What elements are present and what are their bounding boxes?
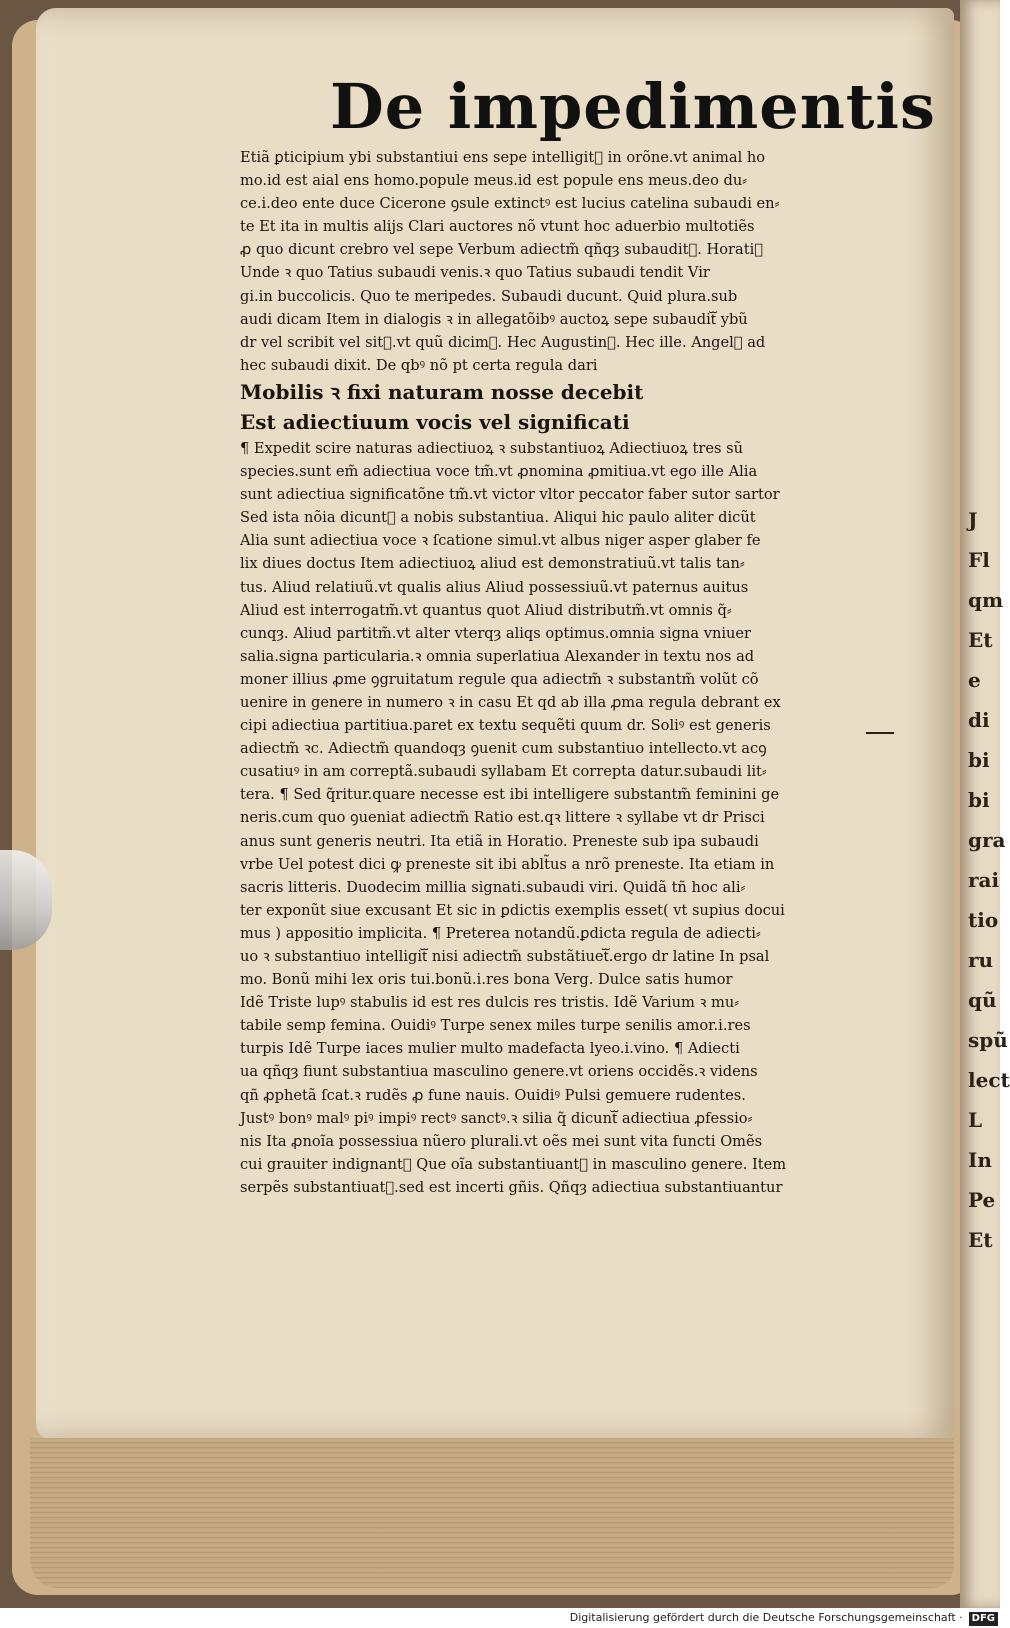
text-block (240, 146, 865, 1199)
text-line: tabile semp femina. Ouidiꝰ Turpe senex miles turpe senilis amor.i.res (240, 1017, 751, 1035)
text-line: mo.id est aial ens homo.popule meus.id est popule ens meus.deo du⸗ (240, 172, 748, 190)
paragraph-1 (240, 146, 865, 377)
text-line: Sed ista nõia dicuntᷓ a nobis substantiua. Aliqui hic paulo aliter dicũt (240, 509, 756, 527)
text-line: uenire in genere in numero ꝛ in casu Et qd ab illa ꝓma regula debrant ex (240, 693, 781, 711)
text-line: vrbe Uel potest dici ꝙ preneste sit ibi ablt̃us a nrõ preneste. Ita etiam in (240, 855, 775, 873)
footer-text: Digitalisierung gefördert durch die Deutsche Forschungsgemeinschaft · (569, 1611, 963, 1624)
facing-page-text: J Fl qm Et e di bi bi gra rai tio ru qũ spũ lect L In Pe Et (968, 508, 1010, 1252)
text-line: tera. ¶ Sed q̃ritur.quare necesse est ibi intelligere substantm̃ feminini ge (240, 786, 780, 804)
text-line: mo. Bonũ mihi lex oris tui.bonũ.i.res bona Verg. Dulce satis humor (240, 971, 733, 989)
text-line: audi dicam Item in dialogis ꝛ in allegatõibꝰ auctoꝝ sepe subauditᷓ ybũ (240, 310, 748, 328)
paragraph-2 (240, 437, 865, 1199)
text-line: Unde ꝛ quo Tatius subaudi venis.ꝛ quo Tatius subaudi tendit Vir (240, 264, 710, 282)
text-line: ¶ Expedit scire naturas adiectiuoꝝ ꝛ substantiuoꝝ Adiectiuoꝝ tres sũ (240, 439, 744, 457)
digitization-footer (0, 1608, 1000, 1628)
text-line: moner illius ꝓme ꝯgruitatum regule qua adiectm̃ ꝛ substantm̃ volũt cõ (240, 670, 759, 688)
text-line: salia.signa particularia.ꝛ omnia superlatiua Alexander in textu nos ad (240, 647, 755, 665)
text-line: Etiã ꝑticipium ybi substantiui ens sepe intelligitᷓ in orõne.vt animal ho (240, 149, 766, 166)
dfg-logo: DFG (969, 1612, 998, 1626)
margin-mark (866, 732, 894, 734)
text-line: ua qñqȝ fiunt substantiua masculino genere.vt oriens occidẽs.ꝛ videns (240, 1063, 758, 1081)
text-line: qñ ꝓphetã ſcat.ꝛ rudẽs ꝓ fune nauis. Ouidiꝰ Pulsi gemuere rudentes. (240, 1086, 746, 1104)
text-line: gi.in buccolicis. Quo te meripedes. Subaudi ducunt. Quid plura.sub (240, 287, 738, 305)
text-line: sacris litteris. Duodecim millia signati.subaudi viri. Quidã tñ hoc ali⸗ (240, 878, 746, 896)
text-line: ꝓ quo dicunt crebro vel sepe Verbum adiectm̃ qñqȝ subauditᷓ. Horatiꝰ (240, 241, 763, 259)
subheading: Est adiectiuum vocis vel significati (240, 409, 630, 434)
text-line: Aliud est interrogatm̃.vt quantus quot Aliud distributm̃.vt omnis q̃⸗ (240, 601, 732, 619)
text-line: lix diues doctus Item adiectiuoꝝ aliud est demonstratiuũ.vt talis tan⸗ (240, 555, 745, 573)
text-line: uo ꝛ substantiuo intelligitᷓ nisi adiectm̃ substãtiuetᷓ.ergo dr latine In psal (240, 948, 770, 965)
text-line: species.sunt em̃ adiectiua voce tm̃.vt ꝓnomina ꝓmitiua.vt ego ille Alia (240, 463, 758, 481)
text-line: turpis Idẽ Turpe iaces mulier multo madefacta lyeo.i.vino. ¶ Adiecti (240, 1040, 740, 1058)
text-line: Idẽ Triste lupꝰ stabulis id est res dulcis res tristis. Idẽ Varium ꝛ mu⸗ (240, 994, 740, 1012)
text-line: anus sunt generis neutri. Ita etiã in Horatio. Preneste sub ipa subaudi (240, 832, 759, 850)
text-line: te Et ita in multis alijs Clari auctores nõ vtunt hoc aduerbio multotiẽs (240, 218, 755, 236)
text-line: dr vel scribit vel sitᷓ.vt quũ dicimꝰ. Hec Augustinꝰ. Hec ille. Angelꝰ ad (240, 333, 766, 351)
text-line: adiectm̃ ꝛc. Adiectm̃ quandoqȝ ꝯuenit cum substantiuo intellecto.vt acꝯ (240, 740, 767, 758)
text-line: mus ) appositio implicita. ¶ Preterea notandũ.ꝑdicta regula de adiecti⸗ (240, 924, 761, 942)
text-line: cui grauiter indignantᷓ Que oĩa substantiuantᷓ in masculino genere. Item (240, 1155, 787, 1173)
text-line: cunqȝ. Aliud partitm̃.vt alter vterqȝ aliqs optimus.omnia signa vniuer (240, 624, 752, 642)
text-line: ce.i.deo ente duce Cicerone ꝯsule extinctꝰ est lucius catelina subaudi en⸗ (240, 195, 780, 213)
text-line: ter exponũt siue excusant Et sic in ꝑdictis exemplis esset( vt supius docui (240, 901, 785, 919)
text-line: cusatiuꝰ in am correptã.subaudi syllabam Et correpta datur.subaudi lit⸗ (240, 763, 767, 781)
text-line: nis Ita ꝓnoĩa possessiua nũero plurali.vt oẽs mei sunt vita functi Omẽs (240, 1132, 763, 1150)
text-line: serpẽs substantiuatᷓ.sed est incerti gñis. Qñqȝ adiectiua substantiuantur (240, 1178, 783, 1196)
page-heading: De impedimentis (330, 70, 936, 143)
verse-line: Mobilis ꝛ fixi naturam nosse decebit (240, 379, 644, 404)
text-line: tus. Aliud relatiuũ.vt qualis alius Aliud possessiuũ.vt paternus auitus (240, 578, 749, 596)
text-line: cipi adiectiua partitiua.paret ex textu sequẽti quum dr. Soliꝰ est generis (240, 717, 771, 735)
text-line: sunt adiectiua significatõne tm̃.vt victor vltor peccator faber sutor sartor (240, 486, 780, 504)
text-line: Justꝰ bonꝰ malꝰ piꝰ impiꝰ rectꝰ sanctꝰ.ꝛ silia q̃ dicuntᷓ adiectiua ꝓfessio⸗ (240, 1109, 753, 1127)
text-line: neris.cum quo ꝯueniat adiectm̃ Ratio est.qꝛ littere ꝛ syllabe vt dr Prisci (240, 809, 765, 827)
text-line: hec subaudi dixit. De qbꝰ nõ pt certa regula dari (240, 356, 598, 374)
page-fore-edge (30, 1438, 954, 1588)
text-line: Alia sunt adiectiua voce ꝛ ſcatione simul.vt albus niger asper glaber fe (240, 532, 761, 550)
